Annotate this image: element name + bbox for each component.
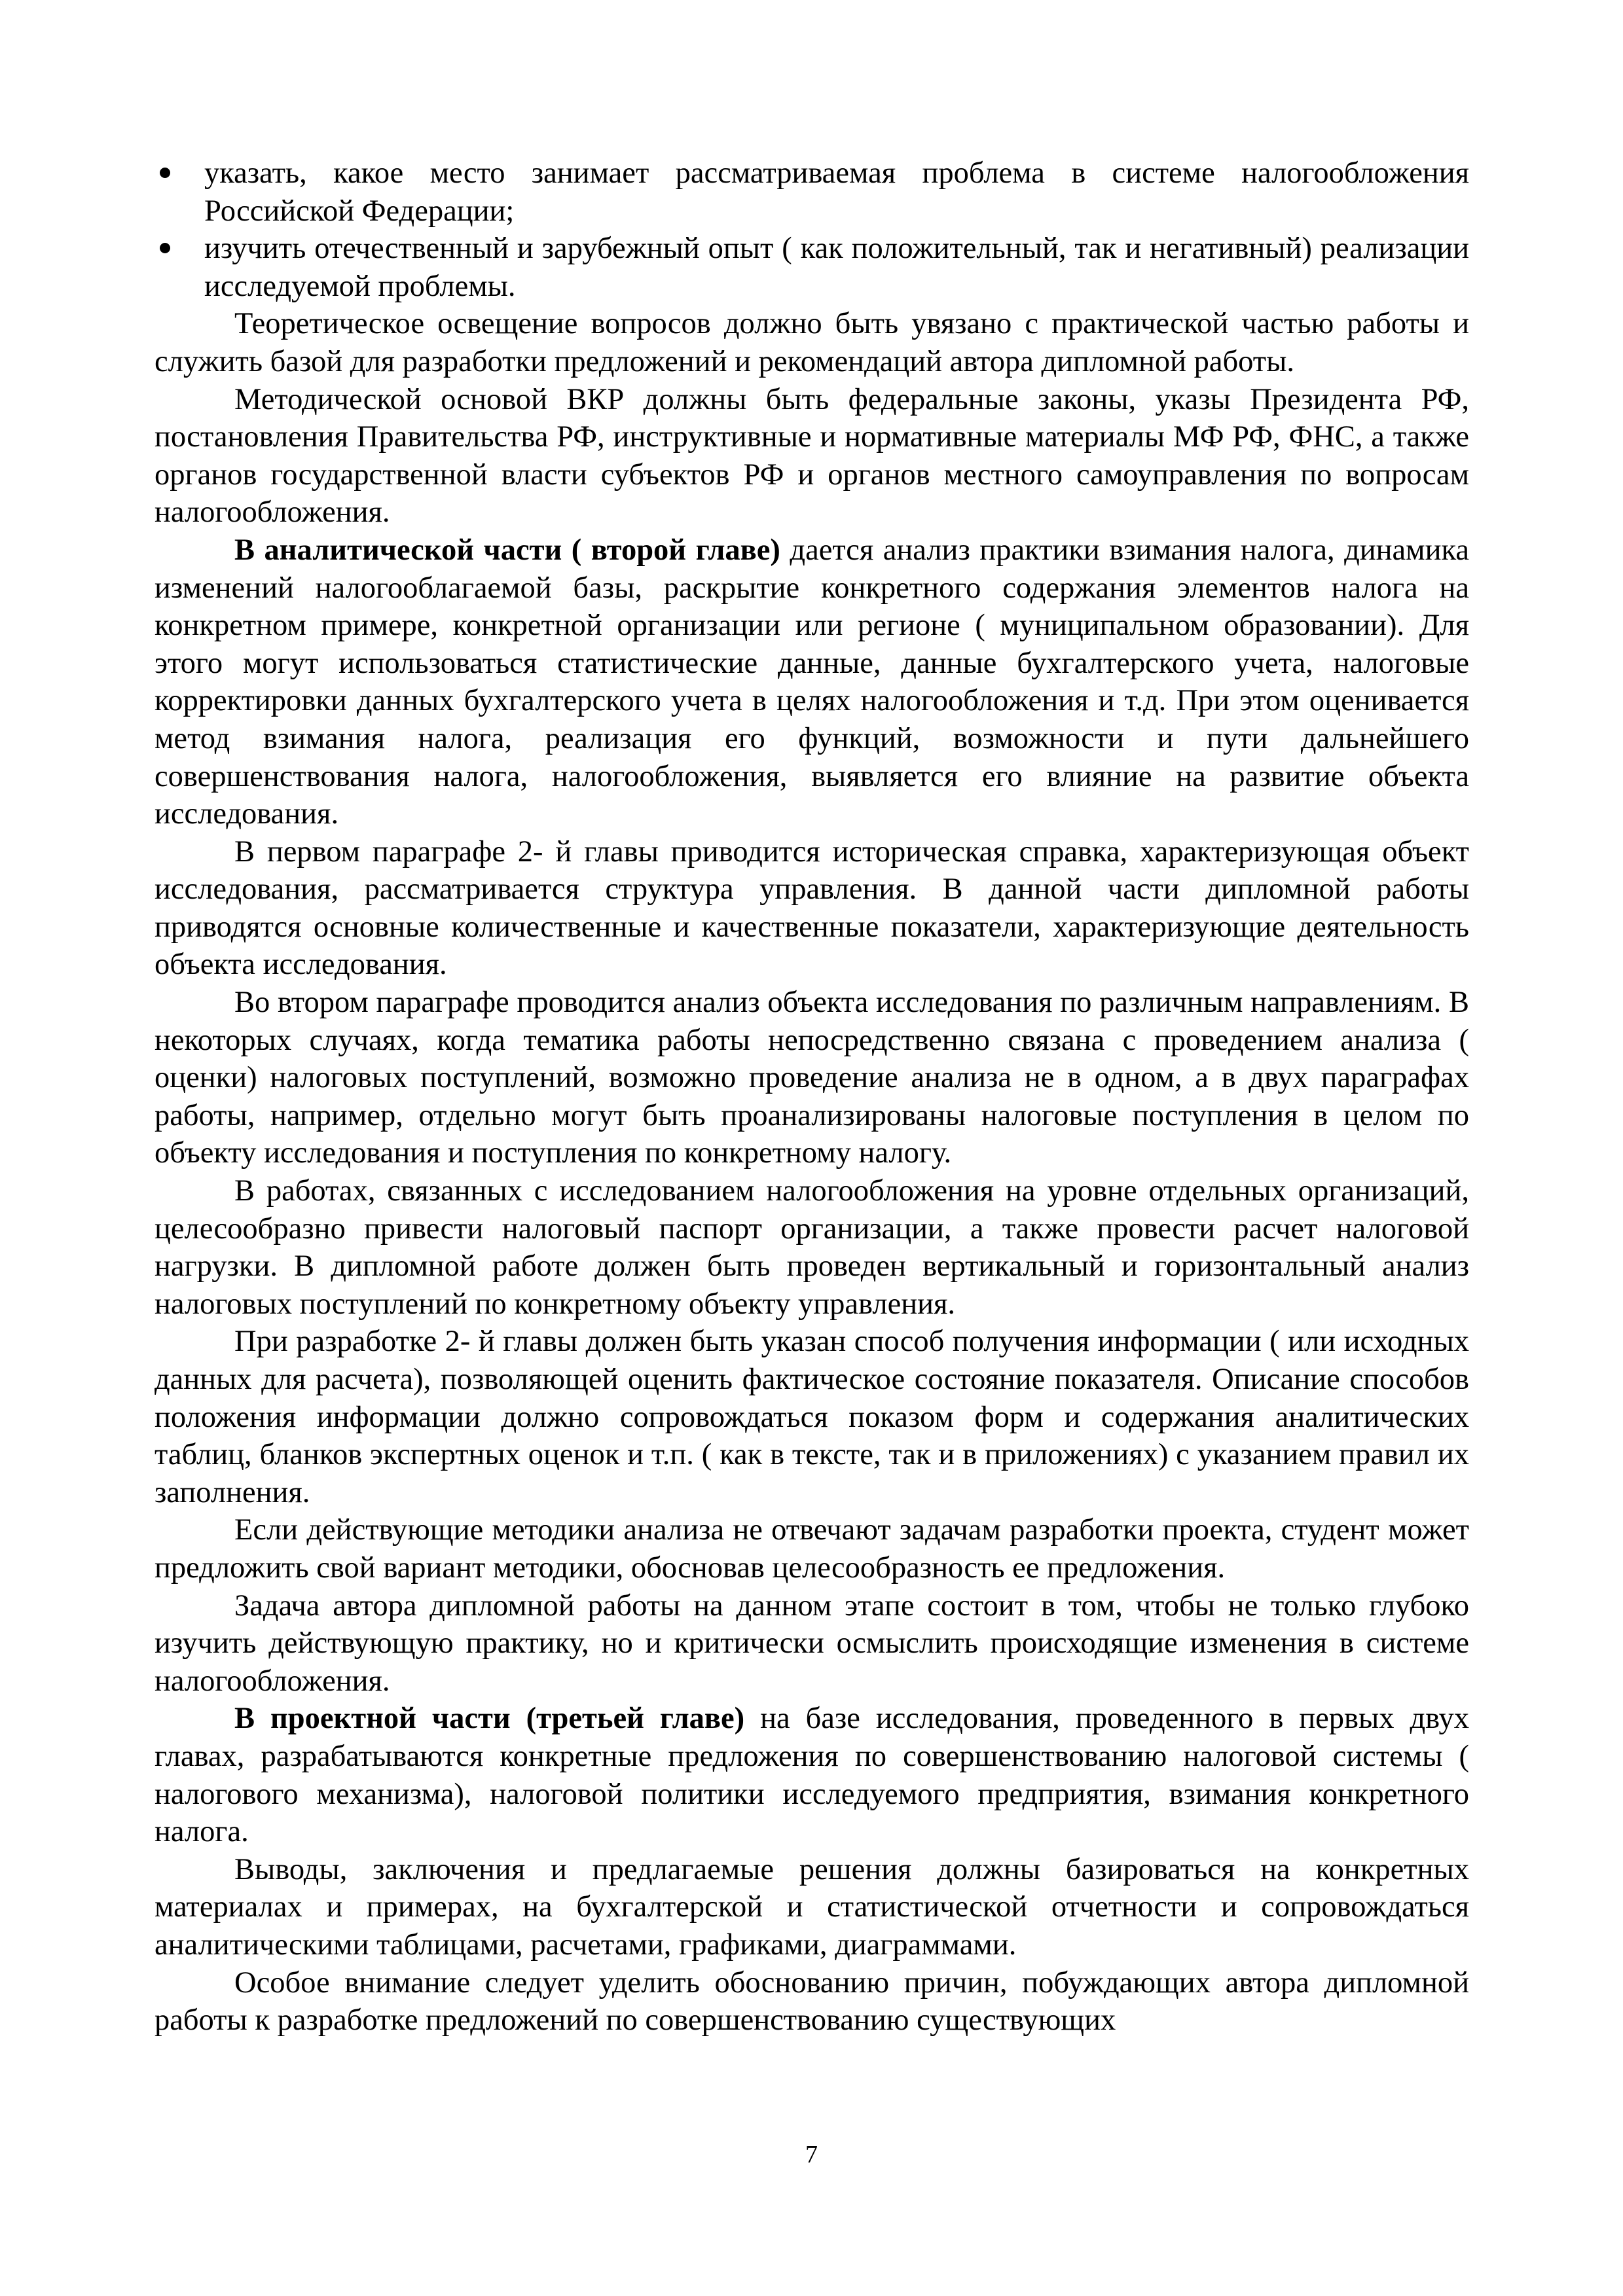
- bullet-dot-icon: [160, 243, 170, 253]
- page-body: [155, 154, 1469, 2039]
- paragraph-text: В первом параграфе 2- й главы приводится историческая справка, характеризующая объект исследования, рассматривается структура управления. В данной части дипломной работы приводятся основные количественные и качественные показатели, характеризующие деятельность объекта исследования.: [155, 834, 1469, 982]
- bullet-item: [155, 154, 1469, 230]
- paragraph-bold-lead: В проектной части (третьей главе): [234, 1702, 745, 1736]
- paragraph-text: Во втором параграфе проводится анализ объекта исследования по различным направлениям. В некоторых случаях, когда тематика работы непосредственно связана с проведением анализа ( оценки) налоговых поступлений, возможно проведение анализа не в одном, а в двух параграфах работы, например, отдельно могут быть проанализированы налоговые поступления в целом по объекту исследования и поступления по конкретному налогу.: [155, 986, 1469, 1170]
- bullet-list: [155, 154, 1469, 305]
- paragraph-second-section: [155, 984, 1469, 1172]
- paragraph-methodology: [155, 381, 1469, 531]
- paragraph-information-sources: [155, 1323, 1469, 1511]
- paragraph-text: на базе исследования, проведенного в первых двух главах, разрабатываются конкретные предложения по совершенствованию налоговой системы ( налогового механизма), налоговой политики исследуемого предприятия, взимания конкретного налога.: [155, 1702, 1469, 1849]
- page-number: 7: [805, 2141, 818, 2168]
- paragraph-text: В работах, связанных с исследованием налогообложения на уровне отдельных организаций, целесообразно привести налоговый паспорт организации, а также провести расчет налоговой нагрузки. В дипломной работе должен быть проведен вертикальный и горизонтальный анализ налоговых поступлений по конкретному объекту управления.: [155, 1174, 1469, 1321]
- paragraph-author-task: [155, 1587, 1469, 1700]
- paragraph-bold-lead: В аналитической части ( второй главе): [234, 533, 780, 567]
- paragraph-analytical-part: [155, 531, 1469, 833]
- paragraph-text: Выводы, заключения и предлагаемые решения должны базироваться на конкретных материалах и примерах, на бухгалтерской и статистической отчетности и сопровождаться аналитическими таблицами, расчетами, графиками, диаграммами.: [155, 1852, 1469, 1962]
- paragraph-text: Если действующие методики анализа не отвечают задачам разработки проекта, студент может предложить свой вариант методики, обосновав целесообразность ее предложения.: [155, 1513, 1469, 1585]
- paragraph-text: Теоретическое освещение вопросов должно быть увязано с практической частью работы и служить базой для разработки предложений и рекомендаций автора дипломной работы.: [155, 307, 1469, 378]
- paragraph-first-section: [155, 833, 1469, 984]
- bullet-text: указать, какое место занимает рассматриваемая проблема в системе налогообложения Российской Федерации;: [204, 156, 1469, 228]
- paragraph-text: Особое внимание следует уделить обоснованию причин, побуждающих автора дипломной работы к разработке предложений по совершенствованию существующих: [155, 1965, 1469, 2037]
- paragraph-text: дается анализ практики взимания налога, динамика изменений налогооблагаемой базы, раскрытие конкретного содержания элементов налога на конкретном примере, конкретной организации или регионе ( муниципальном образовании). Для этого могут использоваться статистические данные, данные бухгалтерского учета, налоговые корректировки данных бухгалтерского учета в целях налогообложения и т.д. При этом оценивается метод взимания налога, реализация его функций, возможности и пути дальнейшего совершенствования налога, налогообложения, выявляется его влияние на развитие объекта исследования.: [155, 533, 1469, 831]
- paragraph-organizations: [155, 1172, 1469, 1323]
- paragraph-text: Задача автора дипломной работы на данном этапе состоит в том, чтобы не только глубоко изучить действующую практику, но и критически осмыслить происходящие изменения в системе налогообложения.: [155, 1588, 1469, 1698]
- paragraph-conclusions: [155, 1851, 1469, 1964]
- bullet-dot-icon: [160, 168, 170, 178]
- paragraph-text: Методической основой ВКР должны быть федеральные законы, указы Президента РФ, постановления Правительства РФ, инструктивные и нормативные материалы МФ РФ, ФНС, а также органов государственной власти субъектов РФ и органов местного самоуправления по вопросам налогообложения.: [155, 382, 1469, 529]
- bullet-text: изучить отечественный и зарубежный опыт ( как положительный, так и негативный) реализации исследуемой проблемы.: [204, 232, 1469, 303]
- paragraph-theory: [155, 305, 1469, 380]
- paragraph-text: При разработке 2- й главы должен быть указан способ получения информации ( или исходных данных для расчета), позволяющей оценить фактическое состояние показателя. Описание способов положения информации должно сопровождаться показом форм и содержания аналитических таблиц, бланков экспертных оценок и т.п. ( как в тексте, так и в приложениях) с указанием правил их заполнения.: [155, 1325, 1469, 1509]
- bullet-item: [155, 230, 1469, 305]
- paragraph-methods: [155, 1511, 1469, 1587]
- paragraph-special-attention: [155, 1964, 1469, 2039]
- paragraph-project-part: [155, 1700, 1469, 1850]
